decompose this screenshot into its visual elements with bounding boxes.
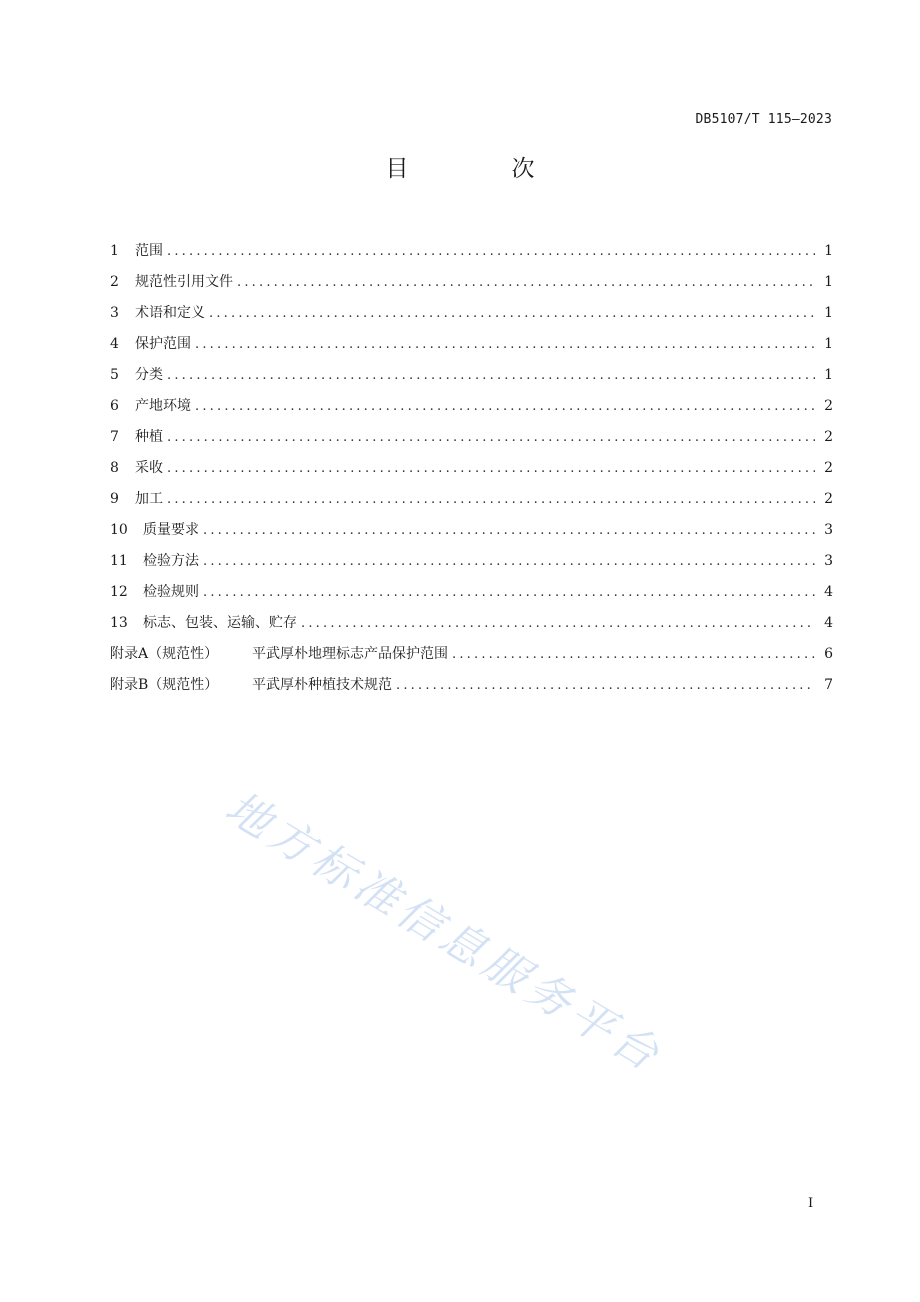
- toc-entry-label: 采收: [135, 460, 163, 476]
- toc-entry-page: 6: [824, 646, 833, 662]
- toc-entry-label: 保护范围: [135, 336, 191, 352]
- toc-entry-label: 规范性引用文件: [135, 274, 233, 290]
- toc-entry[interactable]: [110, 484, 833, 515]
- toc-leader-dots: [167, 422, 815, 453]
- toc-entry-number: 10: [110, 522, 128, 538]
- toc-entry-number: 13: [110, 615, 128, 631]
- toc-entry-label: 质量要求: [143, 522, 199, 538]
- toc-entry-number: 附录A（规范性）: [110, 646, 219, 662]
- toc-entry-number: 7: [110, 429, 119, 445]
- toc-entry-number: 6: [110, 398, 119, 414]
- toc-entry-number: 9: [110, 491, 119, 507]
- toc-entry-label: 标志、包装、运输、贮存: [143, 615, 297, 631]
- toc-leader-dots: [452, 639, 815, 670]
- toc-entry-number: 4: [110, 336, 119, 352]
- toc-entry[interactable]: [110, 453, 833, 484]
- toc-entry[interactable]: [110, 515, 833, 546]
- toc-entry[interactable]: [110, 608, 833, 639]
- toc-entry-number: 1: [110, 243, 119, 259]
- toc-entry-number: 5: [110, 367, 119, 383]
- toc-entry-page: 4: [824, 584, 833, 600]
- toc-entry-label: 检验方法: [143, 553, 199, 569]
- toc-entry-page: 2: [824, 429, 833, 445]
- toc-entry[interactable]: [110, 422, 833, 453]
- toc-entry-label: 分类: [135, 367, 163, 383]
- toc-entry-page: 2: [824, 491, 833, 507]
- toc-entry[interactable]: [110, 298, 833, 329]
- table-of-contents: [110, 236, 833, 701]
- toc-entry-page: 1: [824, 336, 833, 352]
- toc-entry-page: 3: [824, 522, 833, 538]
- toc-leader-dots: [237, 267, 815, 298]
- toc-entry-number: 3: [110, 305, 119, 321]
- toc-leader-dots: [209, 298, 815, 329]
- toc-leader-dots: [167, 360, 815, 391]
- toc-entry-page: 2: [824, 398, 833, 414]
- toc-leader-dots: [301, 608, 815, 639]
- toc-entry[interactable]: [110, 546, 833, 577]
- toc-entry-page: 4: [824, 615, 833, 631]
- toc-entry-number: 11: [110, 553, 128, 569]
- toc-entry[interactable]: [110, 267, 833, 298]
- toc-entry[interactable]: [110, 577, 833, 608]
- toc-entry-page: 1: [824, 243, 833, 259]
- watermark: 地方标准信息服务平台: [216, 781, 672, 1084]
- toc-leader-dots: [203, 546, 815, 577]
- toc-entry-label: 种植: [135, 429, 163, 445]
- toc-leader-dots: [167, 236, 815, 267]
- page-number: I: [808, 1196, 814, 1211]
- toc-entry[interactable]: [110, 391, 833, 422]
- toc-entry-page: 3: [824, 553, 833, 569]
- toc-entry-page: 2: [824, 460, 833, 476]
- toc-entry-label: 范围: [135, 243, 163, 259]
- toc-entry[interactable]: [110, 329, 833, 360]
- toc-entry-label: 产地环境: [135, 398, 191, 414]
- toc-entry[interactable]: [110, 670, 833, 701]
- toc-leader-dots: [203, 515, 815, 546]
- toc-entry-number: 8: [110, 460, 119, 476]
- page-title: 目 次: [385, 156, 575, 182]
- toc-entry-label: 平武厚朴种植技术规范: [252, 677, 392, 693]
- toc-entry-page: 1: [824, 367, 833, 383]
- toc-leader-dots: [203, 577, 815, 608]
- toc-entry-number: 12: [110, 584, 128, 600]
- toc-leader-dots: [195, 391, 815, 422]
- toc-entry-label: 平武厚朴地理标志产品保护范围: [252, 646, 448, 662]
- toc-entry[interactable]: [110, 236, 833, 267]
- toc-leader-dots: [167, 484, 815, 515]
- toc-leader-dots: [195, 329, 815, 360]
- toc-entry[interactable]: [110, 360, 833, 391]
- toc-leader-dots: [167, 453, 815, 484]
- standard-code: DB5107/T 115—2023: [695, 112, 832, 127]
- toc-entry-page: 7: [824, 677, 833, 693]
- toc-entry-label: 检验规则: [143, 584, 199, 600]
- toc-entry-label: 加工: [135, 491, 163, 507]
- toc-entry-number: 2: [110, 274, 119, 290]
- toc-entry[interactable]: [110, 639, 833, 670]
- toc-entry-page: 1: [824, 305, 833, 321]
- toc-entry-number: 附录B（规范性）: [110, 677, 219, 693]
- toc-leader-dots: [396, 670, 815, 701]
- toc-entry-label: 术语和定义: [135, 305, 205, 321]
- toc-entry-page: 1: [824, 274, 833, 290]
